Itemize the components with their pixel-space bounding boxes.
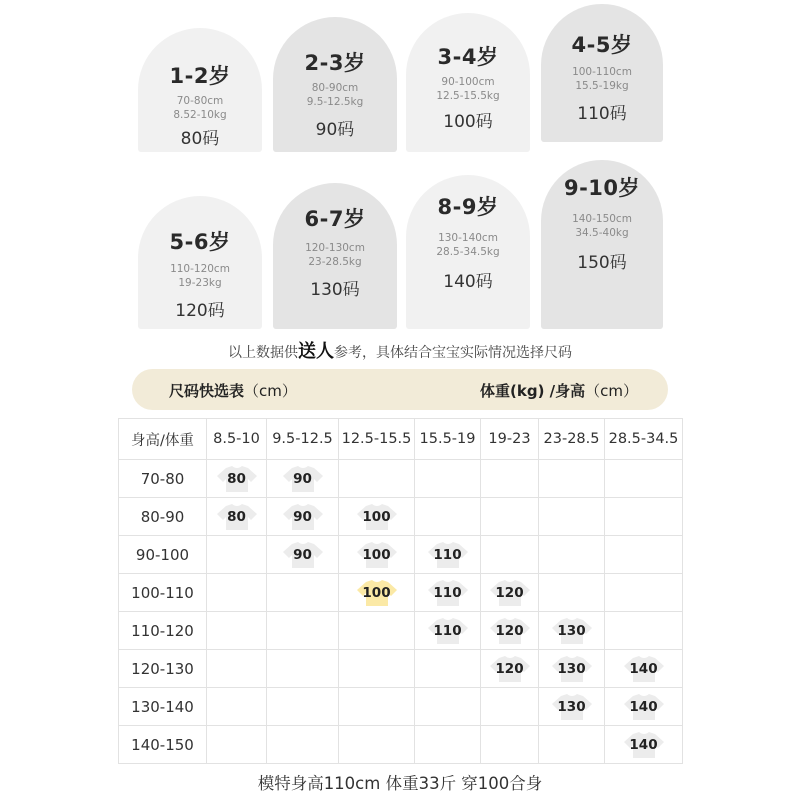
- size-badge: [282, 541, 324, 569]
- size-badge: [356, 541, 398, 569]
- table-row: [119, 536, 683, 574]
- table-cell: [415, 498, 481, 536]
- table-row: [119, 498, 683, 536]
- card-weight: 23-28.5kg: [308, 256, 362, 268]
- size-label: 110: [433, 584, 462, 601]
- size-label: 130: [557, 660, 586, 677]
- table-cell: [539, 536, 605, 574]
- size-label: 100: [362, 508, 391, 525]
- table-cell: [539, 612, 605, 650]
- card-weight: 15.5-19kg: [575, 80, 629, 92]
- table-cell: [605, 574, 683, 612]
- size-card-5: [138, 196, 262, 329]
- banner-left-label: 尺码快选表: [169, 382, 245, 400]
- card-weight: 19-23kg: [178, 277, 222, 289]
- size-chart-table: [118, 418, 683, 764]
- weight-header: 28.5-34.5: [605, 419, 683, 460]
- table-cell: [339, 460, 415, 498]
- card-weight: 34.5-40kg: [575, 227, 629, 239]
- table-cell: [207, 612, 267, 650]
- table-cell: [539, 726, 605, 764]
- table-cell: [605, 650, 683, 688]
- card-height: 140-150cm: [572, 213, 632, 225]
- size-label: 90: [293, 508, 312, 525]
- card-age: 3-4岁: [437, 45, 499, 69]
- card-weight: 12.5-15.5kg: [436, 90, 500, 102]
- size-label: 130: [557, 698, 586, 715]
- card-height: 70-80cm: [176, 95, 224, 107]
- size-label: 110: [433, 622, 462, 639]
- quick-select-banner: [132, 369, 668, 410]
- weight-header: 12.5-15.5: [339, 419, 415, 460]
- card-size: 150码: [577, 253, 627, 273]
- table-cell: [481, 498, 539, 536]
- table-cell: [539, 574, 605, 612]
- table-cell: [207, 460, 267, 498]
- size-label: 80: [227, 508, 246, 525]
- weight-header: 23-28.5: [539, 419, 605, 460]
- card-size: 110码: [577, 104, 627, 124]
- size-card-7: [406, 175, 530, 329]
- card-height: 80-90cm: [311, 82, 359, 94]
- banner-right-title: [480, 380, 638, 401]
- card-age: 1-2岁: [169, 64, 231, 88]
- card-height: 110-120cm: [170, 263, 230, 275]
- size-badge: [216, 503, 258, 531]
- banner-right-label: 体重(kg) /身高: [480, 382, 586, 400]
- table-cell: [415, 536, 481, 574]
- table-cell: [605, 612, 683, 650]
- table-cell: [415, 574, 481, 612]
- table-cell: [605, 460, 683, 498]
- card-size: 140码: [443, 272, 493, 292]
- table-cell: [207, 688, 267, 726]
- size-badge: [282, 465, 324, 493]
- disclaimer-note: [0, 337, 800, 363]
- table-cell: [539, 688, 605, 726]
- table-cell: [339, 498, 415, 536]
- table-cell: [539, 460, 605, 498]
- weight-header: 15.5-19: [415, 419, 481, 460]
- size-label: 140: [629, 736, 658, 753]
- table-cell: [539, 498, 605, 536]
- size-badge: [282, 503, 324, 531]
- weight-header: 8.5-10: [207, 419, 267, 460]
- card-size: 80码: [180, 129, 220, 149]
- size-badge: [427, 579, 469, 607]
- table-row: [119, 650, 683, 688]
- card-weight: 28.5-34.5kg: [436, 246, 500, 258]
- size-card-2: [273, 17, 397, 152]
- size-label: 90: [293, 470, 312, 487]
- table-cell: [267, 688, 339, 726]
- table-cell: [267, 536, 339, 574]
- height-header: 80-90: [119, 498, 207, 536]
- note-emphasis: 送人: [298, 341, 334, 362]
- size-badge: [623, 655, 665, 683]
- table-cell: [481, 460, 539, 498]
- table-cell: [267, 498, 339, 536]
- table-cell: [481, 726, 539, 764]
- weight-header: 19-23: [481, 419, 539, 460]
- size-label: 120: [495, 584, 524, 601]
- size-label: 100: [362, 584, 391, 601]
- banner-left-unit: （cm）: [244, 382, 297, 400]
- size-badge: [427, 617, 469, 645]
- size-badge: [489, 655, 531, 683]
- size-badge: [427, 541, 469, 569]
- size-label: 100: [362, 546, 391, 563]
- table-row: [119, 574, 683, 612]
- size-card-3: [406, 13, 530, 152]
- table-cell: [481, 612, 539, 650]
- size-badge: [216, 465, 258, 493]
- note-before: 以上数据供: [228, 345, 298, 361]
- height-header: 140-150: [119, 726, 207, 764]
- size-badge: [489, 617, 531, 645]
- card-height: 120-130cm: [305, 242, 365, 254]
- table-cell: [605, 536, 683, 574]
- table-cell: [605, 688, 683, 726]
- table-cell: [605, 498, 683, 536]
- card-size: 100码: [443, 112, 493, 132]
- size-label: 120: [495, 622, 524, 639]
- size-badge: [551, 693, 593, 721]
- table-cell: [339, 650, 415, 688]
- table-cell: [415, 460, 481, 498]
- size-label: 110: [433, 546, 462, 563]
- size-badge: [551, 655, 593, 683]
- table-cell: [267, 612, 339, 650]
- card-weight: 8.52-10kg: [173, 109, 227, 121]
- height-header: 110-120: [119, 612, 207, 650]
- card-size: 120码: [175, 301, 225, 321]
- corner-header: 身高/体重: [119, 419, 207, 460]
- card-height: 130-140cm: [438, 232, 498, 244]
- table-header-row: [119, 419, 683, 460]
- table-cell: [207, 650, 267, 688]
- table-row: [119, 726, 683, 764]
- recommended-size-badge: [356, 579, 398, 607]
- table-cell: [415, 650, 481, 688]
- card-age: 9-10岁: [563, 176, 641, 200]
- size-badge: [623, 693, 665, 721]
- size-card-8: [541, 160, 663, 329]
- height-header: 120-130: [119, 650, 207, 688]
- card-size: 130码: [310, 280, 360, 300]
- height-header: 130-140: [119, 688, 207, 726]
- size-card-4: [541, 4, 663, 142]
- size-card-1: [138, 28, 262, 152]
- note-after: 参考，具体结合宝宝实际情况选择尺码: [334, 345, 572, 361]
- card-height: 90-100cm: [441, 76, 495, 88]
- size-label: 90: [293, 546, 312, 563]
- table-cell: [481, 650, 539, 688]
- card-size: 90码: [315, 120, 355, 140]
- table-row: [119, 688, 683, 726]
- table-cell: [415, 688, 481, 726]
- table-cell: [207, 574, 267, 612]
- table-cell: [339, 726, 415, 764]
- size-label: 140: [629, 660, 658, 677]
- card-age: 2-3岁: [304, 51, 366, 75]
- size-badge: [623, 731, 665, 759]
- size-label: 140: [629, 698, 658, 715]
- size-label: 130: [557, 622, 586, 639]
- card-height: 100-110cm: [572, 66, 632, 78]
- size-card-6: [273, 183, 397, 329]
- table-cell: [339, 536, 415, 574]
- table-cell: [339, 574, 415, 612]
- size-badge: [489, 579, 531, 607]
- table-cell: [605, 726, 683, 764]
- table-cell: [207, 726, 267, 764]
- table-cell: [415, 612, 481, 650]
- table-cell: [267, 460, 339, 498]
- table-cell: [481, 536, 539, 574]
- height-header: 90-100: [119, 536, 207, 574]
- card-age: 6-7岁: [304, 207, 366, 231]
- card-age: 4-5岁: [571, 33, 633, 57]
- height-header: 100-110: [119, 574, 207, 612]
- size-badge: [551, 617, 593, 645]
- table-cell: [207, 498, 267, 536]
- size-badge: [356, 503, 398, 531]
- table-row: [119, 612, 683, 650]
- model-info: 模特身高110cm 体重33斤 穿100合身: [257, 774, 543, 793]
- card-weight: 9.5-12.5kg: [306, 96, 364, 108]
- height-header: 70-80: [119, 460, 207, 498]
- table-cell: [267, 726, 339, 764]
- table-cell: [267, 574, 339, 612]
- table-cell: [267, 650, 339, 688]
- banner-right-unit: （cm）: [585, 382, 638, 400]
- card-age: 5-6岁: [169, 230, 231, 254]
- table-cell: [207, 536, 267, 574]
- banner-left-title: [169, 380, 297, 401]
- table-cell: [339, 612, 415, 650]
- card-age: 8-9岁: [437, 195, 499, 219]
- weight-header: 9.5-12.5: [267, 419, 339, 460]
- table-row: [119, 460, 683, 498]
- size-label: 120: [495, 660, 524, 677]
- table-cell: [481, 574, 539, 612]
- size-label: 80: [227, 470, 246, 487]
- table-cell: [415, 726, 481, 764]
- table-cell: [339, 688, 415, 726]
- table-cell: [481, 688, 539, 726]
- table-cell: [539, 650, 605, 688]
